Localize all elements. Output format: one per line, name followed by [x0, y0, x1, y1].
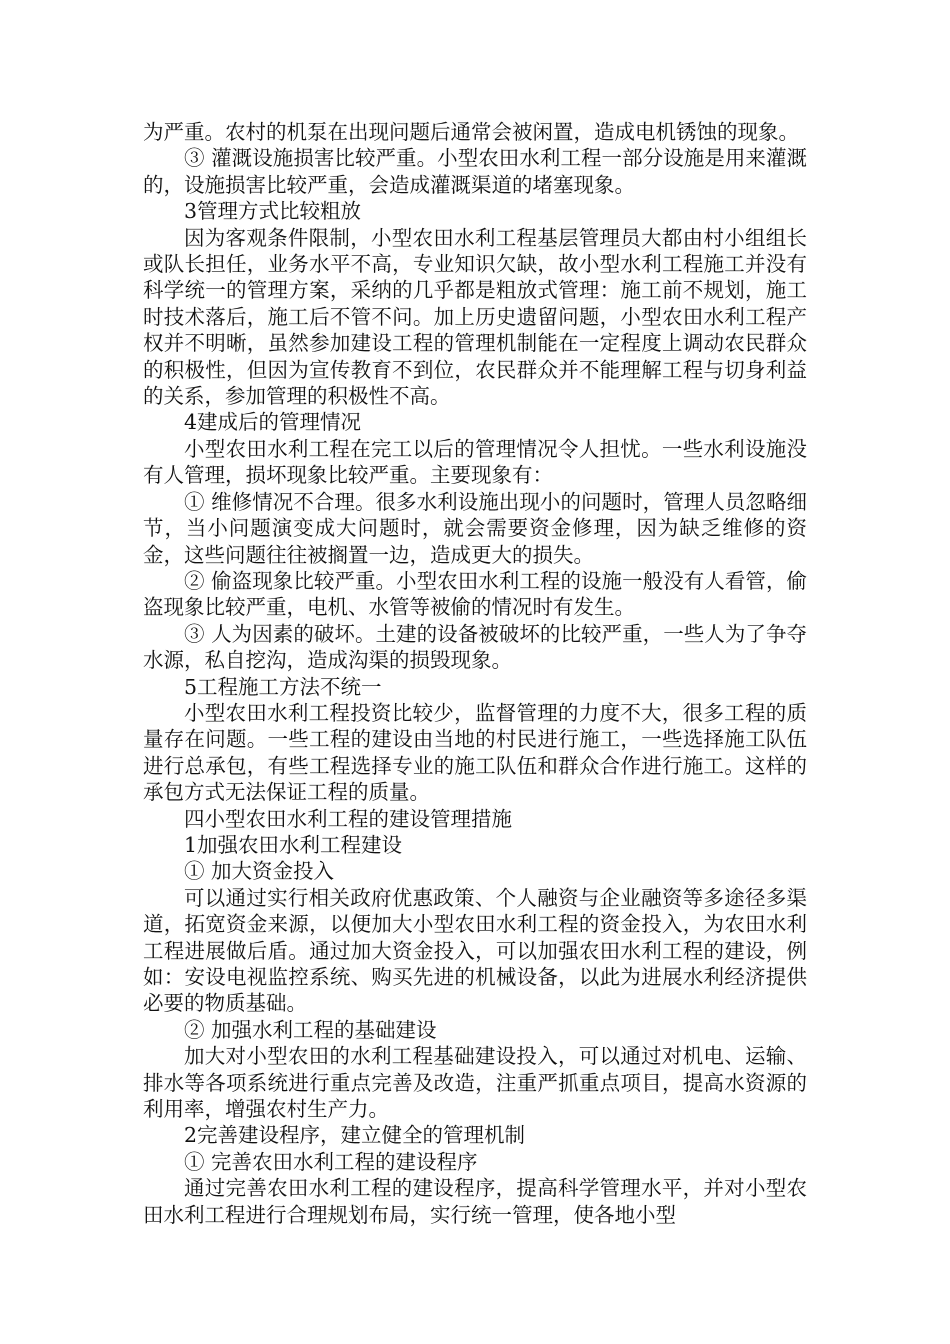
paragraph: 小型农田水利工程投资比较少，监督管理的力度不大，很多工程的质量存在问题。一些工程的建设由当地的村民进行施工，一些选择施工队伍进行总承包，有些工程选择专业的施工队伍和群众合作进行施工。这样的承包方式无法保证工程的质量。 — [143, 700, 807, 805]
paragraph: ③ 灌溉设施损害比较严重。小型农田水利工程一部分设施是用来灌溉的，设施损害比较严重，会造成灌溉渠道的堵塞现象。 — [143, 146, 807, 197]
paragraph: 四小型农田水利工程的建设管理措施 — [184, 806, 512, 831]
paragraph: 为严重。农村的机泵在出现问题后通常会被闲置，造成电机锈蚀的现象。 — [143, 120, 799, 144]
paragraph: 3管理方式比较粗放 — [184, 199, 362, 224]
paragraph: ② 加强水利工程的基础建设 — [184, 1017, 437, 1042]
paragraph: ① 加大资金投入 — [184, 859, 335, 884]
paragraph: 因为客观条件限制，小型农田水利工程基层管理员大都由村小组组长或队长担任，业务水平不高，专业知识欠缺，故小型水利工程施工并没有科学统一的管理方案，采纳的几乎都是粗放式管理：施工前不规划，施工时技术落后，施工后不管不问。加上历史遗留问题，小型农田水利工程产权并不明晰，虽然参加建设工程的管理机制能在一定程度上调动农民群众的积极性，但因为宣传教育不到位，农民群众并不能理解工程与切身利益的关系，参加管理的积极性不高。 — [143, 225, 807, 409]
paragraph: 5工程施工方法不统一 — [184, 674, 382, 699]
paragraph: ③ 人为因素的破坏。土建的设备被破坏的比较严重，一些人为了争夺水源，私自挖沟，造成沟渠的损毁现象。 — [143, 621, 807, 673]
paragraph: 2完善建设程序，建立健全的管理机制 — [184, 1123, 526, 1148]
paragraph: 4建成后的管理情况 — [184, 410, 362, 435]
paragraph: ① 维修情况不合理。很多水利设施出现小的问题时，管理人员忽略细节，当小问题演变成大问题时，就会需要资金修理，因为缺乏维修的资金，这些问题往往被搁置一边，造成更大的损失。 — [143, 489, 807, 567]
paragraph: ② 偷盗现象比较严重。小型农田水利工程的设施一般没有人看管，偷盗现象比较严重，电机、水管等被偷的情况时有发生。 — [143, 568, 807, 620]
paragraph: 加大对小型农田的水利工程基础建设投入，可以通过对机电、运输、排水等各项系统进行重点完善及改造，注重严抓重点项目，提高水资源的利用率，增强农村生产力。 — [143, 1044, 807, 1122]
document-page — [143, 119, 807, 1228]
paragraph: 小型农田水利工程在完工以后的管理情况令人担忧。一些水利设施没有人管理，损坏现象比较严重。主要现象有： — [143, 436, 807, 488]
paragraph: ① 完善农田水利工程的建设程序 — [184, 1149, 478, 1174]
paragraph: 通过完善农田水利工程的建设程序，提高科学管理水平，并对小型农田水利工程进行合理规划布局，实行统一管理，使各地小型 — [143, 1176, 807, 1227]
paragraph: 1加强农田水利工程建设 — [184, 832, 403, 857]
paragraph: 可以通过实行相关政府优惠政策、个人融资与企业融资等多途径多渠道，拓宽资金来源，以便加大小型农田水利工程的资金投入，为农田水利工程进展做后盾。通过加大资金投入，可以加强农田水利工程的建设，例如：安设电视监控系统、购买先进的机械设备，以此为进展水利经济提供必要的物质基础。 — [143, 885, 807, 1016]
